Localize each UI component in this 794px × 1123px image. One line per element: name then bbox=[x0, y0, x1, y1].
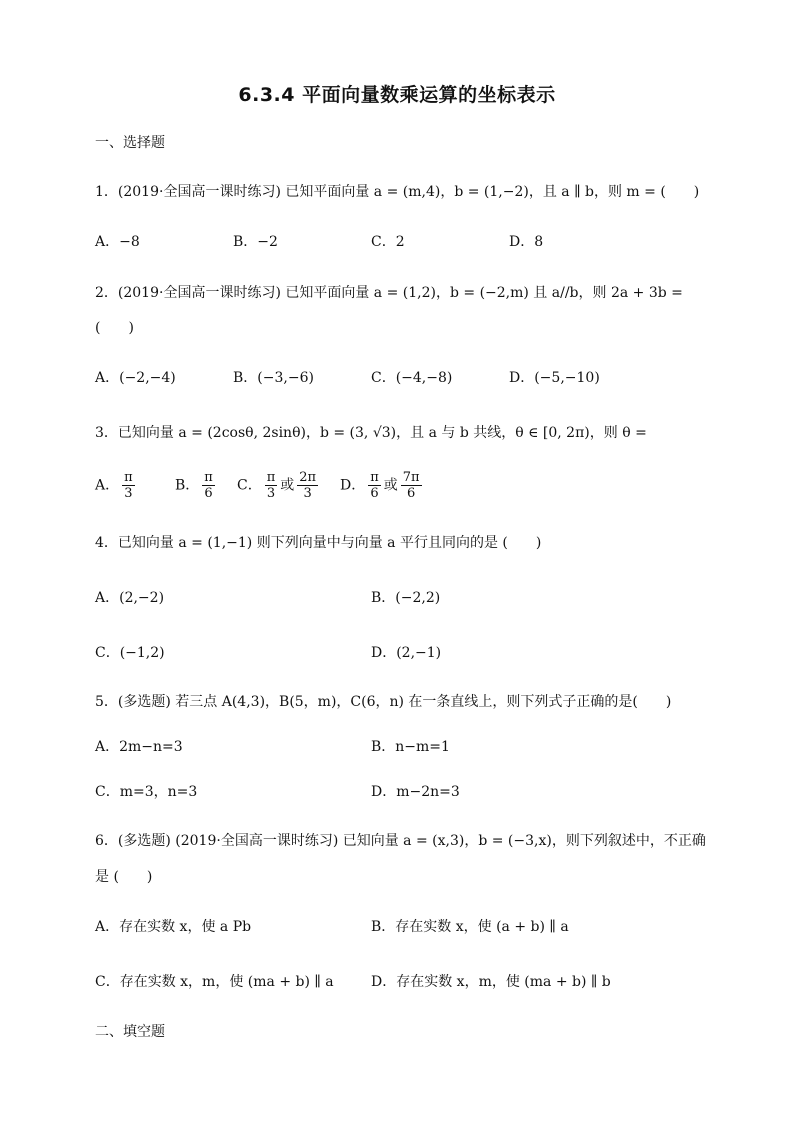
question-2-stem-cont: ( ) bbox=[95, 320, 134, 336]
question-3-option-c bbox=[237, 470, 321, 501]
question-2-option-c: C．(−4,−8) bbox=[371, 370, 453, 386]
fraction-numerator: π bbox=[204, 470, 213, 485]
page-title: 6.3.4 平面向量数乘运算的坐标表示 bbox=[238, 84, 556, 106]
question-1-option-c: C．2 bbox=[371, 234, 405, 250]
question-6-option-a: A．存在实数 x，使 a Pb bbox=[95, 919, 252, 935]
question-4-option-b: B．(−2,2) bbox=[371, 590, 441, 606]
question-2-option-a: A．(−2,−4) bbox=[95, 370, 176, 386]
question-5-option-d: D．m−2n=3 bbox=[371, 784, 460, 800]
question-2-option-b: B．(−3,−6) bbox=[233, 370, 314, 386]
question-6-stem-cont: 是 ( ) bbox=[95, 869, 153, 885]
question-1-option-b: B．−2 bbox=[233, 234, 278, 250]
fraction-numerator: π bbox=[370, 470, 379, 485]
question-2-stem: 2．(2019·全国高一课时练习) 已知平面向量 a = (1,2)，b = (−2,m) 且 a//b，则 2a + 3b = bbox=[95, 285, 683, 301]
fraction bbox=[122, 470, 135, 501]
option-letter: B． bbox=[175, 477, 200, 494]
section-heading-choice: 一、选择题 bbox=[95, 135, 165, 151]
question-4-option-c: C．(−1,2) bbox=[95, 645, 165, 661]
question-5-option-a: A．2m−n=3 bbox=[95, 739, 183, 755]
question-6-option-b: B．存在实数 x，使 (a + b) ∥ a bbox=[371, 919, 569, 935]
fraction-denominator: 6 bbox=[204, 486, 213, 501]
question-3-stem: 3．已知向量 a = (2cosθ, 2sinθ)，b = (3, √3)，且 a 与 b 共线，θ ∈ [0, 2π)，则 θ = bbox=[95, 425, 647, 441]
question-3-option-d bbox=[340, 470, 425, 501]
question-1-stem: 1．(2019·全国高一课时练习) 已知平面向量 a = (m,4)，b = (1,−2)，且 a ∥ b，则 m = ( ) bbox=[95, 184, 700, 200]
fraction-numerator: π bbox=[124, 470, 133, 485]
option-letter: C． bbox=[237, 477, 262, 494]
fraction-denominator: 3 bbox=[266, 486, 276, 501]
question-4-option-d: D．(2,−1) bbox=[371, 645, 442, 661]
fraction bbox=[202, 470, 215, 501]
question-6-stem: 6．(多选题) (2019·全国高一课时练习) 已知向量 a = (x,3)，b = (−3,x)，则下列叙述中，不正确 bbox=[95, 833, 706, 849]
fraction-numerator: 2π bbox=[299, 470, 317, 485]
question-1-option-d: D．8 bbox=[509, 234, 544, 250]
fraction-denominator: 3 bbox=[124, 486, 133, 501]
fraction-numerator: π bbox=[266, 470, 276, 485]
fraction bbox=[265, 470, 278, 501]
fraction-numerator: 7π bbox=[402, 470, 420, 485]
question-5-option-b: B．n−m=1 bbox=[371, 739, 450, 755]
question-4-option-a: A．(2,−2) bbox=[95, 590, 165, 606]
question-5-stem: 5．(多选题) 若三点 A(4,3)，B(5，m)，C(6，n) 在一条直线上，则下列式子正确的是( ) bbox=[95, 694, 672, 710]
fraction bbox=[368, 470, 381, 501]
question-3-option-a bbox=[95, 470, 138, 501]
section-heading-fill-in: 二、填空题 bbox=[95, 1024, 165, 1040]
question-6-option-c: C．存在实数 x，m，使 (ma + b) ∥ a bbox=[95, 974, 334, 990]
question-1-option-a: A．−8 bbox=[95, 234, 140, 250]
question-2-option-d: D．(−5,−10) bbox=[509, 370, 600, 386]
option-letter: D． bbox=[340, 477, 366, 494]
fraction bbox=[401, 470, 422, 501]
fraction-denominator: 6 bbox=[407, 486, 416, 501]
fraction-denominator: 6 bbox=[370, 486, 379, 501]
question-6-option-d: D．存在实数 x，m，使 (ma + b) ∥ b bbox=[371, 974, 611, 990]
or-text: 或 bbox=[383, 477, 398, 494]
question-4-stem: 4．已知向量 a = (1,−1) 则下列向量中与向量 a 平行且同向的是 ( ) bbox=[95, 535, 542, 551]
fraction-denominator: 3 bbox=[303, 486, 312, 501]
fraction bbox=[297, 470, 318, 501]
or-text: 或 bbox=[280, 477, 295, 494]
question-3-option-b bbox=[175, 470, 218, 501]
option-letter: A． bbox=[95, 477, 120, 494]
question-5-option-c: C．m=3，n=3 bbox=[95, 784, 198, 800]
